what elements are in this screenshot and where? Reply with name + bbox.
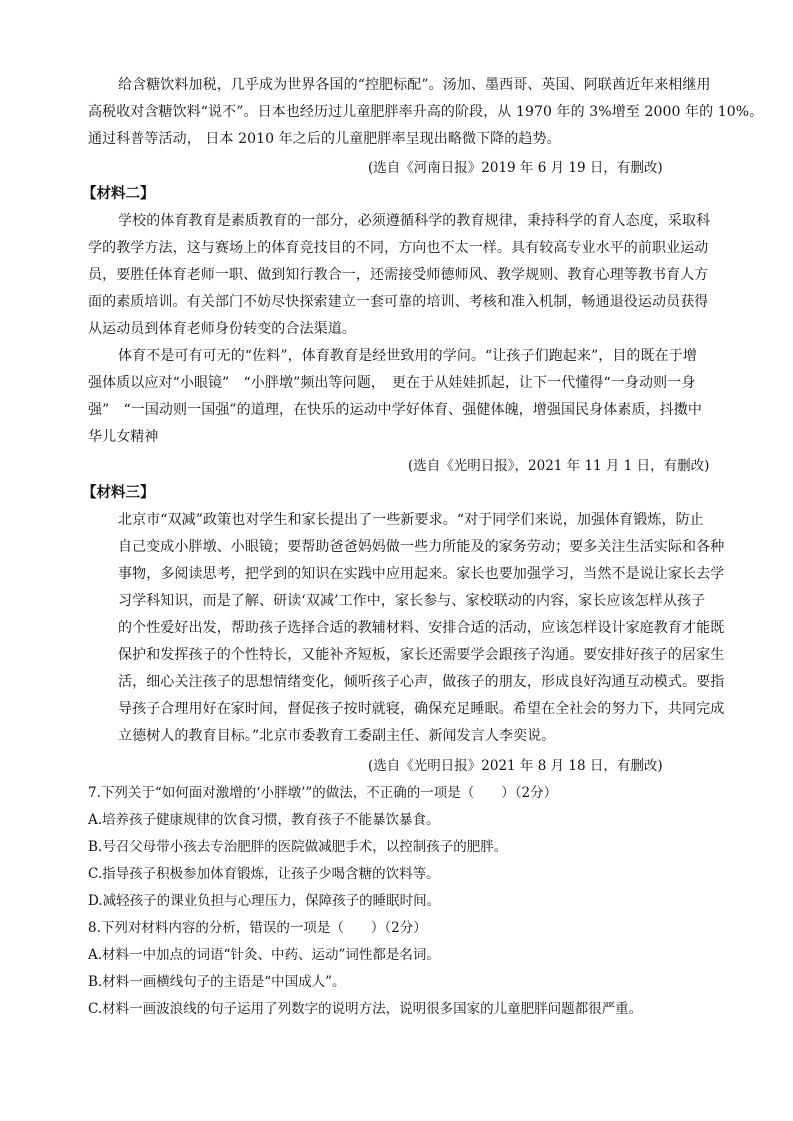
- question7-option: C.指导孩子积极参加体育锻炼，让孩子少喝含糖的饮料等。: [88, 866, 440, 882]
- material2-paragraph-line: 体育不是可有可无的“佐料”，体育教育是经世致用的学问。“让孩子们跑起来”，目的既在于增: [118, 348, 697, 364]
- question7-option: B.号召父母带小孩去专治肥胖的医院做减肥手术，以控制孩子的肥胖。: [88, 839, 508, 855]
- question7-option: D.减轻孩子的课业负担与心理压力，保障孩子的睡眠时间。: [88, 893, 441, 909]
- question7-option: A.培养孩子健康规律的饮食习惯，教育孩子不能暴饮暴食。: [88, 812, 440, 828]
- material3-paragraph-line: 保护和发挥孩子的个性特长，又能补齐短板，家长还需要学会跟孩子沟通。要安排好孩子的居家生: [118, 647, 725, 663]
- material1-paragraph-line: 高税收对含糖饮料“说不”。日本也经历过儿童肥胖率升高的阶段，从 1970 年的 3%增至 2000 年的 10%。: [88, 104, 764, 120]
- material2-paragraph-line: 从运动员到体育老师身份转变的合法渠道。: [88, 321, 356, 337]
- question8-option: C.材料一画波浪线的句子运用了列数字的说明方法，说明很多国家的儿童肥胖问题都很严重。: [88, 1001, 643, 1017]
- question8-stem: 8.下列对材料内容的分析，错误的一项是（ ）（2分）: [88, 920, 427, 936]
- material3-paragraph-line: 习学科知识，而是了解、研读‘双减’工作中，家长参与、家校联动的内容，家长应该怎样从孩子: [118, 593, 706, 609]
- material1-source: (选自《河南日报》2019 年 6 月 19 日，有删改): [368, 160, 663, 176]
- question7-stem: 7.下列关于“如何面对激增的‘小胖墩’”的做法，不正确的一项是（ ）（2分）: [88, 785, 558, 801]
- material2-paragraph-line: 强体质以应对“小眼镜” “小胖墩”频出等问题， 更在于从娃娃抓起，让下一代懂得“一身动则一身: [88, 375, 696, 391]
- material3-paragraph-line: 事物，多阅读思考，把学到的知识在实践中应用起来。家长也要加强学习，当然不是说让家长去学: [118, 566, 725, 582]
- material3-paragraph-line: 活，细心关注孩子的思想情绪变化，倾听孩子心声，做孩子的朋友，形成良好沟通互动模式。要指: [118, 674, 725, 690]
- material2-heading: 【材料二】: [82, 185, 155, 202]
- material2-paragraph-line: 面的素质培训。有关部门不妨尽快探索建立一套可靠的培训、考核和准入机制，畅通退役运动员获得: [88, 294, 709, 310]
- material3-paragraph-line: 自己变成小胖墩、小眼镜；要帮助爸爸妈妈做一些力所能及的家务劳动；要多关注生活实际和各种: [118, 539, 725, 555]
- material3-paragraph-line: 导孩子合理用好在家时间，督促孩子按时就寝，确保充足睡眠。希望在全社会的努力下，共同完成: [118, 701, 725, 717]
- material3-heading: 【材料三】: [82, 484, 155, 501]
- material2-source: (选自《光明日报》，2021 年 11 月 1 日，有删改): [408, 458, 710, 474]
- material2-paragraph-line: 强” “一国动则一国强”的道理，在快乐的运动中学好体育、强健体魄，增强国民身体素质，抖擞中: [88, 402, 702, 418]
- material3-paragraph-line: 北京市“双减”政策也对学生和家长提出了一些新要求。“对于同学们来说，加强体育锻炼，防止: [118, 512, 704, 528]
- material1-paragraph-line: 给含糖饮料加税，几乎成为世界各国的“控肥标配”。汤加、墨西哥、英国、阿联酋近年来相继用: [118, 77, 711, 93]
- material3-source: (选自《光明日报》2021 年 8 月 18 日，有删改): [368, 758, 663, 774]
- question8-option: A.材料一中加点的词语“针灸、中药、运动”词性都是名词。: [88, 947, 440, 963]
- material2-paragraph-line: 员，要胜任体育老师一职、做到知行教合一，还需接受师德师风、教学规则、教育心理等教书育人方: [88, 267, 709, 283]
- material3-paragraph-line: 立德树人的教育目标。”北京市委教育工委副主任、新闻发言人李奕说。: [118, 728, 556, 744]
- material3-paragraph-line: 的个性爱好出发，帮助孩子选择合适的教辅材料、安排合适的活动，应该怎样设计家庭教育才能既: [118, 620, 725, 636]
- material2-paragraph-line: 学校的体育教育是素质教育的一部分，必须遵循科学的教育规律，秉持科学的育人态度，采取科: [118, 213, 711, 229]
- question8-option: B.材料一画横线句子的主语是“中国成人”。: [88, 974, 346, 990]
- material2-paragraph-line: 华儿女精神: [88, 429, 159, 445]
- material1-paragraph-line: 通过科普等活动， 日本 2010 年之后的儿童肥胖率呈现出略微下降的趋势。: [88, 131, 561, 147]
- material2-paragraph-line: 学的教学方法，这与赛场上的体育竞技目的不同，方向也不太一样。具有较高专业水平的前职业运动: [88, 240, 709, 256]
